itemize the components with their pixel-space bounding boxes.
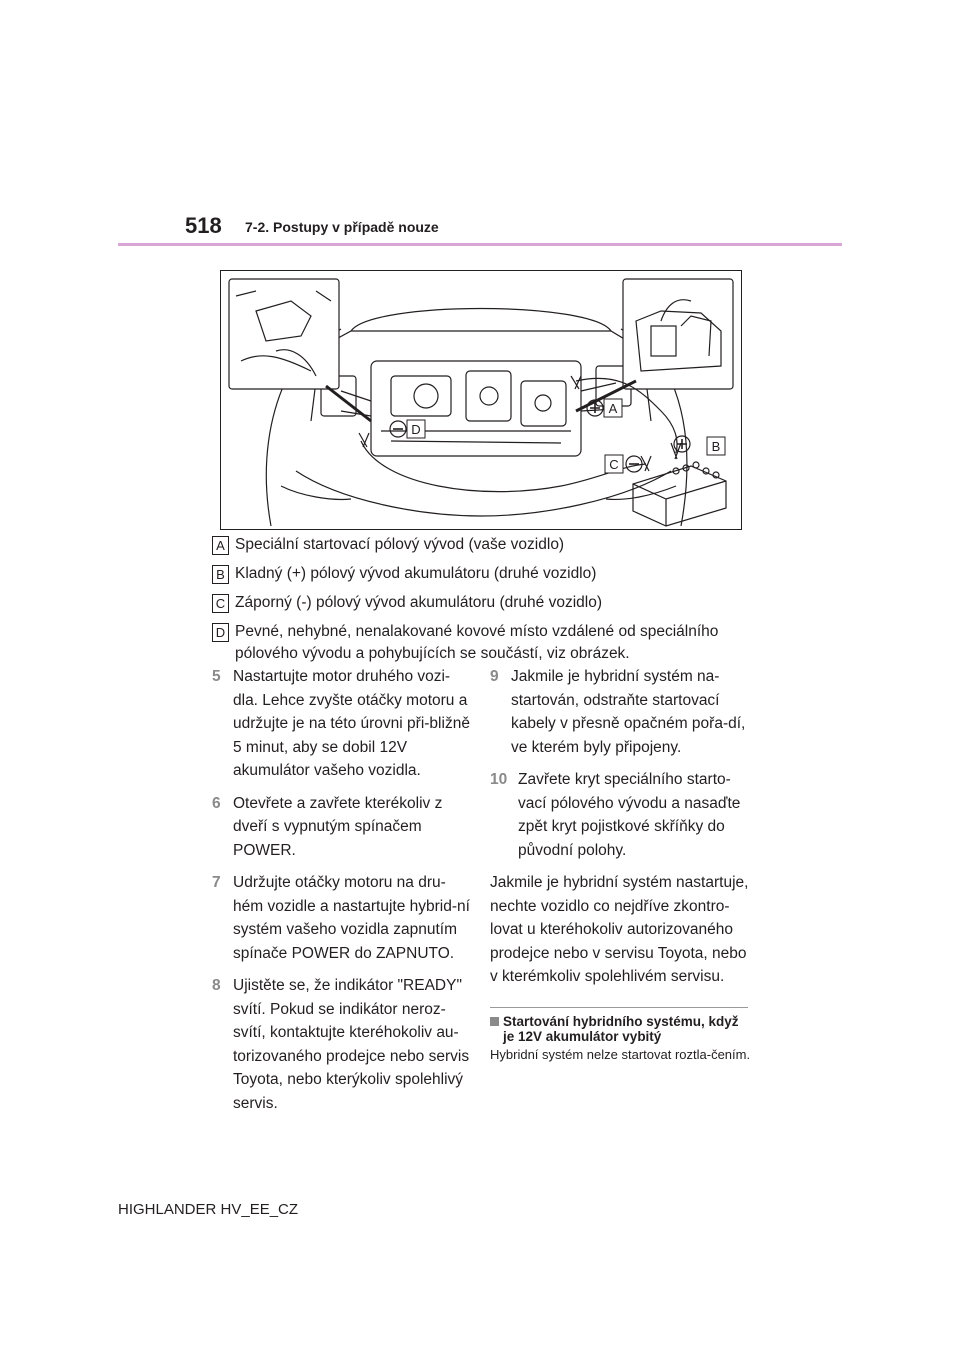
legend-key: D <box>212 623 229 642</box>
step-number: 7 <box>212 874 221 891</box>
legend-key: B <box>212 565 229 584</box>
step-item <box>212 871 474 965</box>
step-number: 8 <box>212 977 221 994</box>
step-text: Otevřete a zavřete kterékoliv z dveří s vypnutým spínačem POWER. <box>233 794 443 859</box>
note-divider <box>490 1007 748 1008</box>
legend-item <box>212 592 772 614</box>
square-bullet-icon <box>490 1017 499 1026</box>
legend-text: Kladný (+) pólový vývod akumulátoru (druhé vozidlo) <box>235 565 597 582</box>
callout-a-label: A <box>608 401 618 416</box>
step-number: 6 <box>212 794 221 812</box>
step-item <box>490 768 752 862</box>
callout-c-label: C <box>609 457 619 472</box>
callout-d-label: D <box>411 422 421 437</box>
step-text: Jakmile je hybridní systém na-startován, odstraňte startovací kabely v přesně opačném pořa-dí, ve kterém byly připojeny. <box>511 668 746 756</box>
section-title: 7-2. Postupy v případě nouze <box>245 219 439 235</box>
left-column <box>212 665 474 1124</box>
step-number: 5 <box>212 668 221 685</box>
body-paragraph: Jakmile je hybridní systém nastartuje, nechte vozidlo co nejdříve zkontro-lovat u kteréhokoliv autorizovaného prodejce nebo v servisu Toyota, nebo v kterémkoliv spolehlivém servisu. <box>490 874 749 985</box>
step-text: Ujistěte se, že indikátor "READY" svítí. Pokud se indikátor neroz-svítí, kontaktujte kteréhokoliv au-torizovaného prodejce nebo servis Toyota, nebo kterýkoliv spolehlivý servis. <box>233 977 470 1112</box>
note-text: Hybridní systém nelze startovat roztla-čením. <box>490 1046 751 1062</box>
legend-text: Záporný (-) pólový vývod akumulátoru (druhé vozidlo) <box>235 594 602 611</box>
step-item <box>212 665 474 783</box>
legend-text: Speciální startovací pólový vývod (vaše vozidlo) <box>235 536 565 553</box>
footer-model: HIGHLANDER HV_EE_CZ <box>118 1201 299 1218</box>
step-text: Zavřete kryt speciálního starto-vací pólového vývodu a nasaďte zpět kryt pojistkové skříňky do původní polohy. <box>518 771 741 859</box>
step-text: Nastartujte motor druhého vozi-dla. Lehce zvyšte otáčky motoru a udržujte je na této úrovni při-bližně 5 minut, aby se dobil 12V akumulátor vašeho vozidla. <box>233 668 470 779</box>
legend-key: C <box>212 594 229 613</box>
legend-item <box>212 621 772 665</box>
figure-legend <box>212 534 772 672</box>
right-column <box>490 665 752 1062</box>
legend-item <box>212 563 772 585</box>
legend-text: Pevné, nehybné, nenalakované kovové místo vzdálené od speciálního pólového vývodu a pohybujících se součástí, viz obrázek. <box>235 623 719 662</box>
note-heading <box>490 1014 752 1044</box>
step-number: 9 <box>490 668 499 685</box>
step-item <box>212 974 474 1115</box>
step-number: 10 <box>490 771 508 788</box>
legend-key: A <box>212 536 229 555</box>
header-divider <box>118 243 842 246</box>
step-item <box>212 792 474 863</box>
jump-start-illustration <box>220 270 742 530</box>
step-item <box>490 665 752 759</box>
step-text: Udržujte otáčky motoru na dru-hém vozidle a nastartujte hybrid-ní systém vašeho vozidla zapnutím spínače POWER do ZAPNUTO. <box>233 874 470 962</box>
page-number: 518 <box>185 213 222 238</box>
legend-item <box>212 534 772 556</box>
callout-b-label: B <box>711 439 721 454</box>
note-heading-text: Startování hybridního systému, když je 12V akumulátor vybitý <box>503 1013 739 1044</box>
